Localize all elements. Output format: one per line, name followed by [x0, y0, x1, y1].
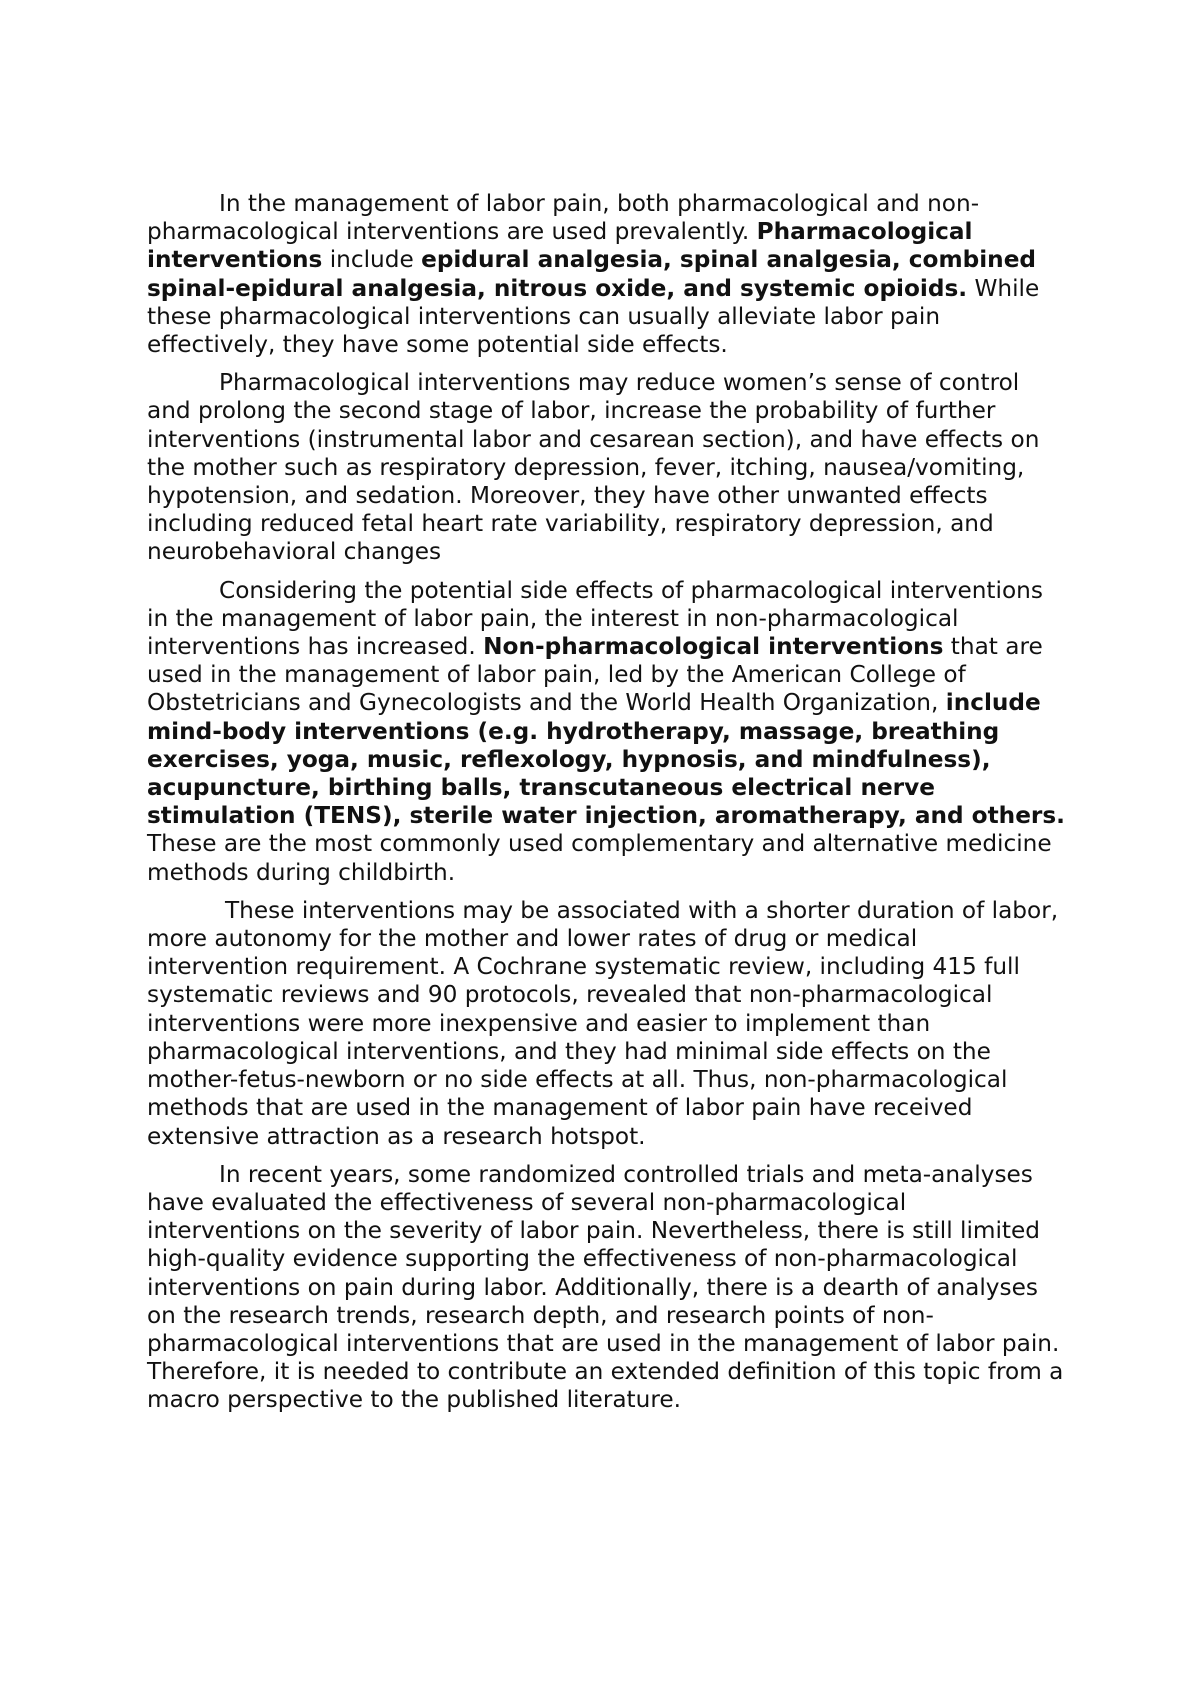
text-run: In the management of labor pain, both pharmacological and non-pharmacological interventions are used prevalently. — [147, 190, 980, 246]
text-run: that are used in the management of labor pain, led by the American College of Obstetricians and Gynecologists and the World Health Organization, — [147, 633, 1043, 717]
paragraph-5 — [147, 1161, 1065, 1415]
text-run: These interventions may be associated with a shorter duration of labor, more autonomy for the mother and lower rates of drug or medical intervention requirement. A Cochrane systematic review, including 415 full systematic reviews and 90 protocols, revealed that non-pharmacological interventions were more inexpensive and easier to implement than pharmacological interventions, and they had minimal side effects on the mother-fetus-newborn or no side effects at all. Thus, non-pharmacological methods that are used in the management of labor pain have received extensive attraction as a research hotspot. — [147, 896, 1059, 1150]
document-body — [147, 190, 1065, 1425]
paragraph-4 — [147, 897, 1065, 1151]
text-run: In recent years, some randomized controlled trials and meta-analyses have evaluated the effectiveness of several non-pharmacological interventions on the severity of labor pain. Nevertheless, there is still limited high-quality evidence supporting the effectiveness of non-pharmacological interventions on pain during labor. Additionally, there is a dearth of analyses on the research trends, research depth, and research points of non-pharmacological interventions that are used in the management of labor pain. Therefore, it is needed to contribute an extended definition of this topic from a macro perspective to the published literature. — [147, 1160, 1064, 1414]
bold-text-run: Non-pharmacological interventions — [483, 633, 944, 661]
text-run: Considering the potential side effects of pharmacological interventions in the management of labor pain, the interest in non-pharmacological interventions has increased. — [147, 576, 1043, 661]
paragraph-2 — [147, 369, 1065, 566]
text-run: Pharmacological interventions may reduce women’s sense of control and prolong the second stage of labor, increase the probability of further interventions (instrumental labor and cesarean section), and have effects on the mother such as respiratory depression, fever, itching, nausea/vomiting, hypotension, and sedation. Moreover, they have other unwanted effects including reduced fetal heart rate variability, respiratory depression, and neurobehavioral changes — [147, 369, 1040, 566]
bold-text-run: epidural analgesia, spinal analgesia, combined spinal-epidural analgesia, nitrous oxide, and systemic opioids. — [147, 246, 1037, 302]
text-run: include — [322, 246, 422, 274]
paragraph-3 — [147, 577, 1065, 887]
text-run: These are the most commonly used complementary and alternative medicine methods during childbirth. — [147, 830, 1052, 886]
text-run: While these pharmacological interventions can usually alleviate labor pain effectively, they have some potential side effects. — [147, 274, 1040, 359]
bold-text-run: Pharmacological interventions — [147, 218, 973, 274]
paragraph-1 — [147, 190, 1065, 359]
bold-text-run: include mind-body interventions (e.g. hydrotherapy, massage, breathing exercises, yoga, music, reflexology, hypnosis, and mindfulness), acupuncture, birthing balls, transcutaneous electrical nerve stimulation (TENS), sterile water injection, aromatherapy, and others. — [147, 689, 1065, 830]
